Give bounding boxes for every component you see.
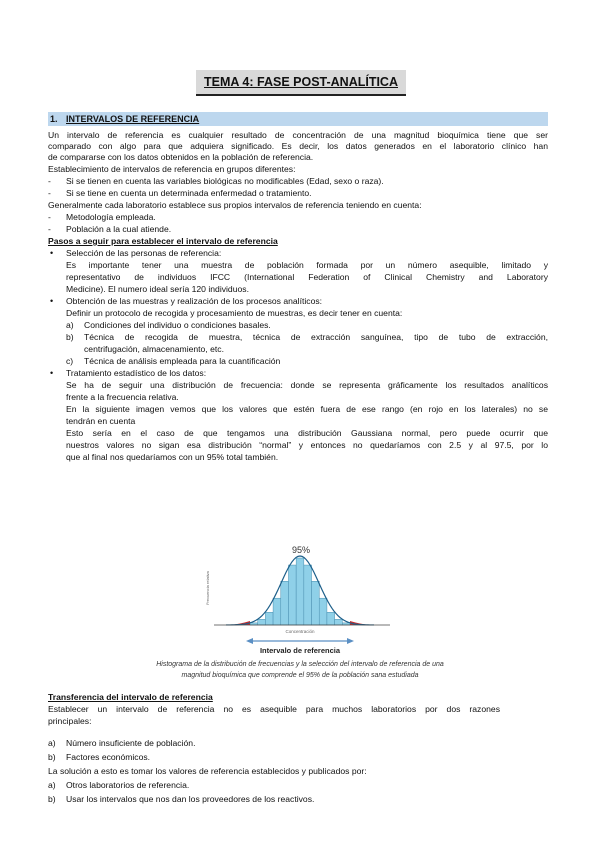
reason-label: b) [48, 752, 56, 762]
figure-caption-line-2: magnitud bioquímica que comprende el 95% de la población sana estudiada [181, 672, 419, 679]
arrow-head-left [246, 638, 253, 644]
step2-item-2: Técnica de recogida de muestra, técnica de extracción sanguínea, tipo de tubo de extracción, [84, 332, 548, 342]
reason-item-1: Número insuficiente de población. [66, 738, 196, 748]
step3-title: Tratamiento estadístico de los datos: [66, 368, 207, 378]
bullet-icon: • [50, 248, 54, 258]
step3-line-1: Se ha de seguir una distribución de frecuencia: donde se representa gráficamente los resultados analíticos [66, 380, 548, 390]
reason-item-2: Factores económicos. [66, 752, 151, 762]
histogram-bar [335, 619, 343, 625]
source-item-1: Otros laboratorios de referencia. [66, 780, 190, 790]
bullet-icon: • [50, 368, 54, 378]
step2-intro: Definir un protocolo de recogida y procesamiento de muestras, es decir tener en cuenta: [66, 308, 403, 318]
step3-line-3: En la siguiente imagen vemos que los valores que estén fuera de ese rango (en rojo en los laterales) no se [66, 404, 548, 414]
dash-marker: - [48, 212, 51, 222]
general-item-1: Metodología empleada. [66, 212, 156, 222]
intro-line-3: de compararse con los datos obtenidos en la población de referencia. [48, 152, 314, 162]
transfer-line-1: Establecer un intervalo de referencia no es asequible para muchos laboratorios por dos razones [48, 704, 500, 714]
step2-item-1: Condiciones del individuo o condiciones basales. [84, 320, 271, 330]
intro-line-4: Establecimiento de intervalos de referencia en grupos diferentes: [48, 164, 296, 174]
dash-marker: - [48, 176, 51, 186]
step2-item-label: b) [66, 332, 74, 342]
histogram-bar [281, 581, 289, 625]
source-label: a) [48, 780, 56, 790]
histogram-bar [319, 598, 327, 625]
dash-marker: - [48, 224, 51, 234]
percent-label: 95% [291, 545, 311, 555]
general-line: Generalmente cada laboratorio establece sus propios intervalos de referencia teniendo en cuenta: [48, 200, 422, 210]
histogram-bar [296, 558, 304, 625]
step2-item-2-cont: centrifugación, almacenamiento, etc. [84, 344, 224, 354]
general-item-2: Población a la cual atiende. [66, 224, 172, 234]
step2-item-3: Técnica de análisis empleada para la cuantificación [84, 356, 281, 366]
group-item-1: Si se tienen en cuenta las variables biológicas no modificables (Edad, sexo o raza). [66, 176, 384, 186]
page-title: TEMA 4: FASE POST-ANALÍTICA [196, 70, 406, 96]
step2-title: Obtención de las muestras y realización de los procesos analíticos: [66, 296, 323, 306]
step1-title: Selección de las personas de referencia: [66, 248, 222, 258]
reference-interval-histogram [200, 538, 400, 658]
histogram-bar [273, 598, 281, 625]
bullet-icon: • [50, 296, 54, 306]
step3-line-7: que al final nos quedaríamos con un 95% total también. [66, 452, 279, 462]
step3-line-6: nuestros valores no sigan esa distribución “normal” y entonces no quedaríamos con 2.5 y al 97.5, por lo [66, 440, 548, 450]
step1-line-3: Medicine). El numero ideal sería 120 individuos. [66, 284, 249, 294]
source-item-2: Usar los intervalos que nos dan los proveedores de los reactivos. [66, 794, 315, 804]
step2-item-label: c) [66, 356, 74, 366]
step1-line-2: representativo de individuos IFCC (International Federation of Clinical Chemistry and Laboratory [66, 272, 548, 282]
step3-line-4: tendrán en cuenta [66, 416, 136, 426]
arrow-head-right [347, 638, 354, 644]
histogram-bar [265, 612, 273, 625]
x-axis-label: Concentración [285, 629, 315, 634]
y-axis-label: Frecuencia relativa [205, 571, 210, 605]
histogram-bar [288, 565, 296, 625]
step1-line-1: Es importante tener una muestra de población formada por un número asequible, limitado y [66, 260, 548, 270]
intro-line-2: comparado con algo para que adquiera significado. Es decir, los datos generados en el laboratorio clínico han [48, 141, 548, 151]
step3-line-2: frente a la frecuencia relativa. [66, 392, 179, 402]
interval-label: Intervalo de referencia [259, 646, 341, 655]
histogram-bar [258, 619, 266, 625]
histogram-bar [327, 612, 335, 625]
figure-caption-line-1: Histograma de la distribución de frecuencias y la selección del intervalo de referencia de una [156, 661, 444, 668]
intro-line-1: Un intervalo de referencia es cualquier resultado de concentración de una magnitud bioquímica tiene que ser [48, 130, 548, 140]
section-heading: 1. INTERVALOS DE REFERENCIA [48, 112, 548, 126]
steps-heading: Pasos a seguir para establecer el intervalo de referencia [48, 236, 278, 246]
dash-marker: - [48, 188, 51, 198]
group-item-2: Si se tiene en cuenta un determinada enfermedad o tratamiento. [66, 188, 312, 198]
histogram-bar [304, 565, 312, 625]
solution-line: La solución a esto es tomar los valores de referencia establecidos y publicados por: [48, 766, 367, 776]
histogram-bar [312, 581, 320, 625]
step3-line-5: Esto sería en el caso de que tengamos una distribución Gaussiana normal, pero puede ocurrir que [66, 428, 548, 438]
transfer-line-2: principales: [48, 716, 92, 726]
transfer-heading: Transferencia del intervalo de referencia [48, 692, 213, 702]
step2-item-label: a) [66, 320, 74, 330]
source-label: b) [48, 794, 56, 804]
reason-label: a) [48, 738, 56, 748]
